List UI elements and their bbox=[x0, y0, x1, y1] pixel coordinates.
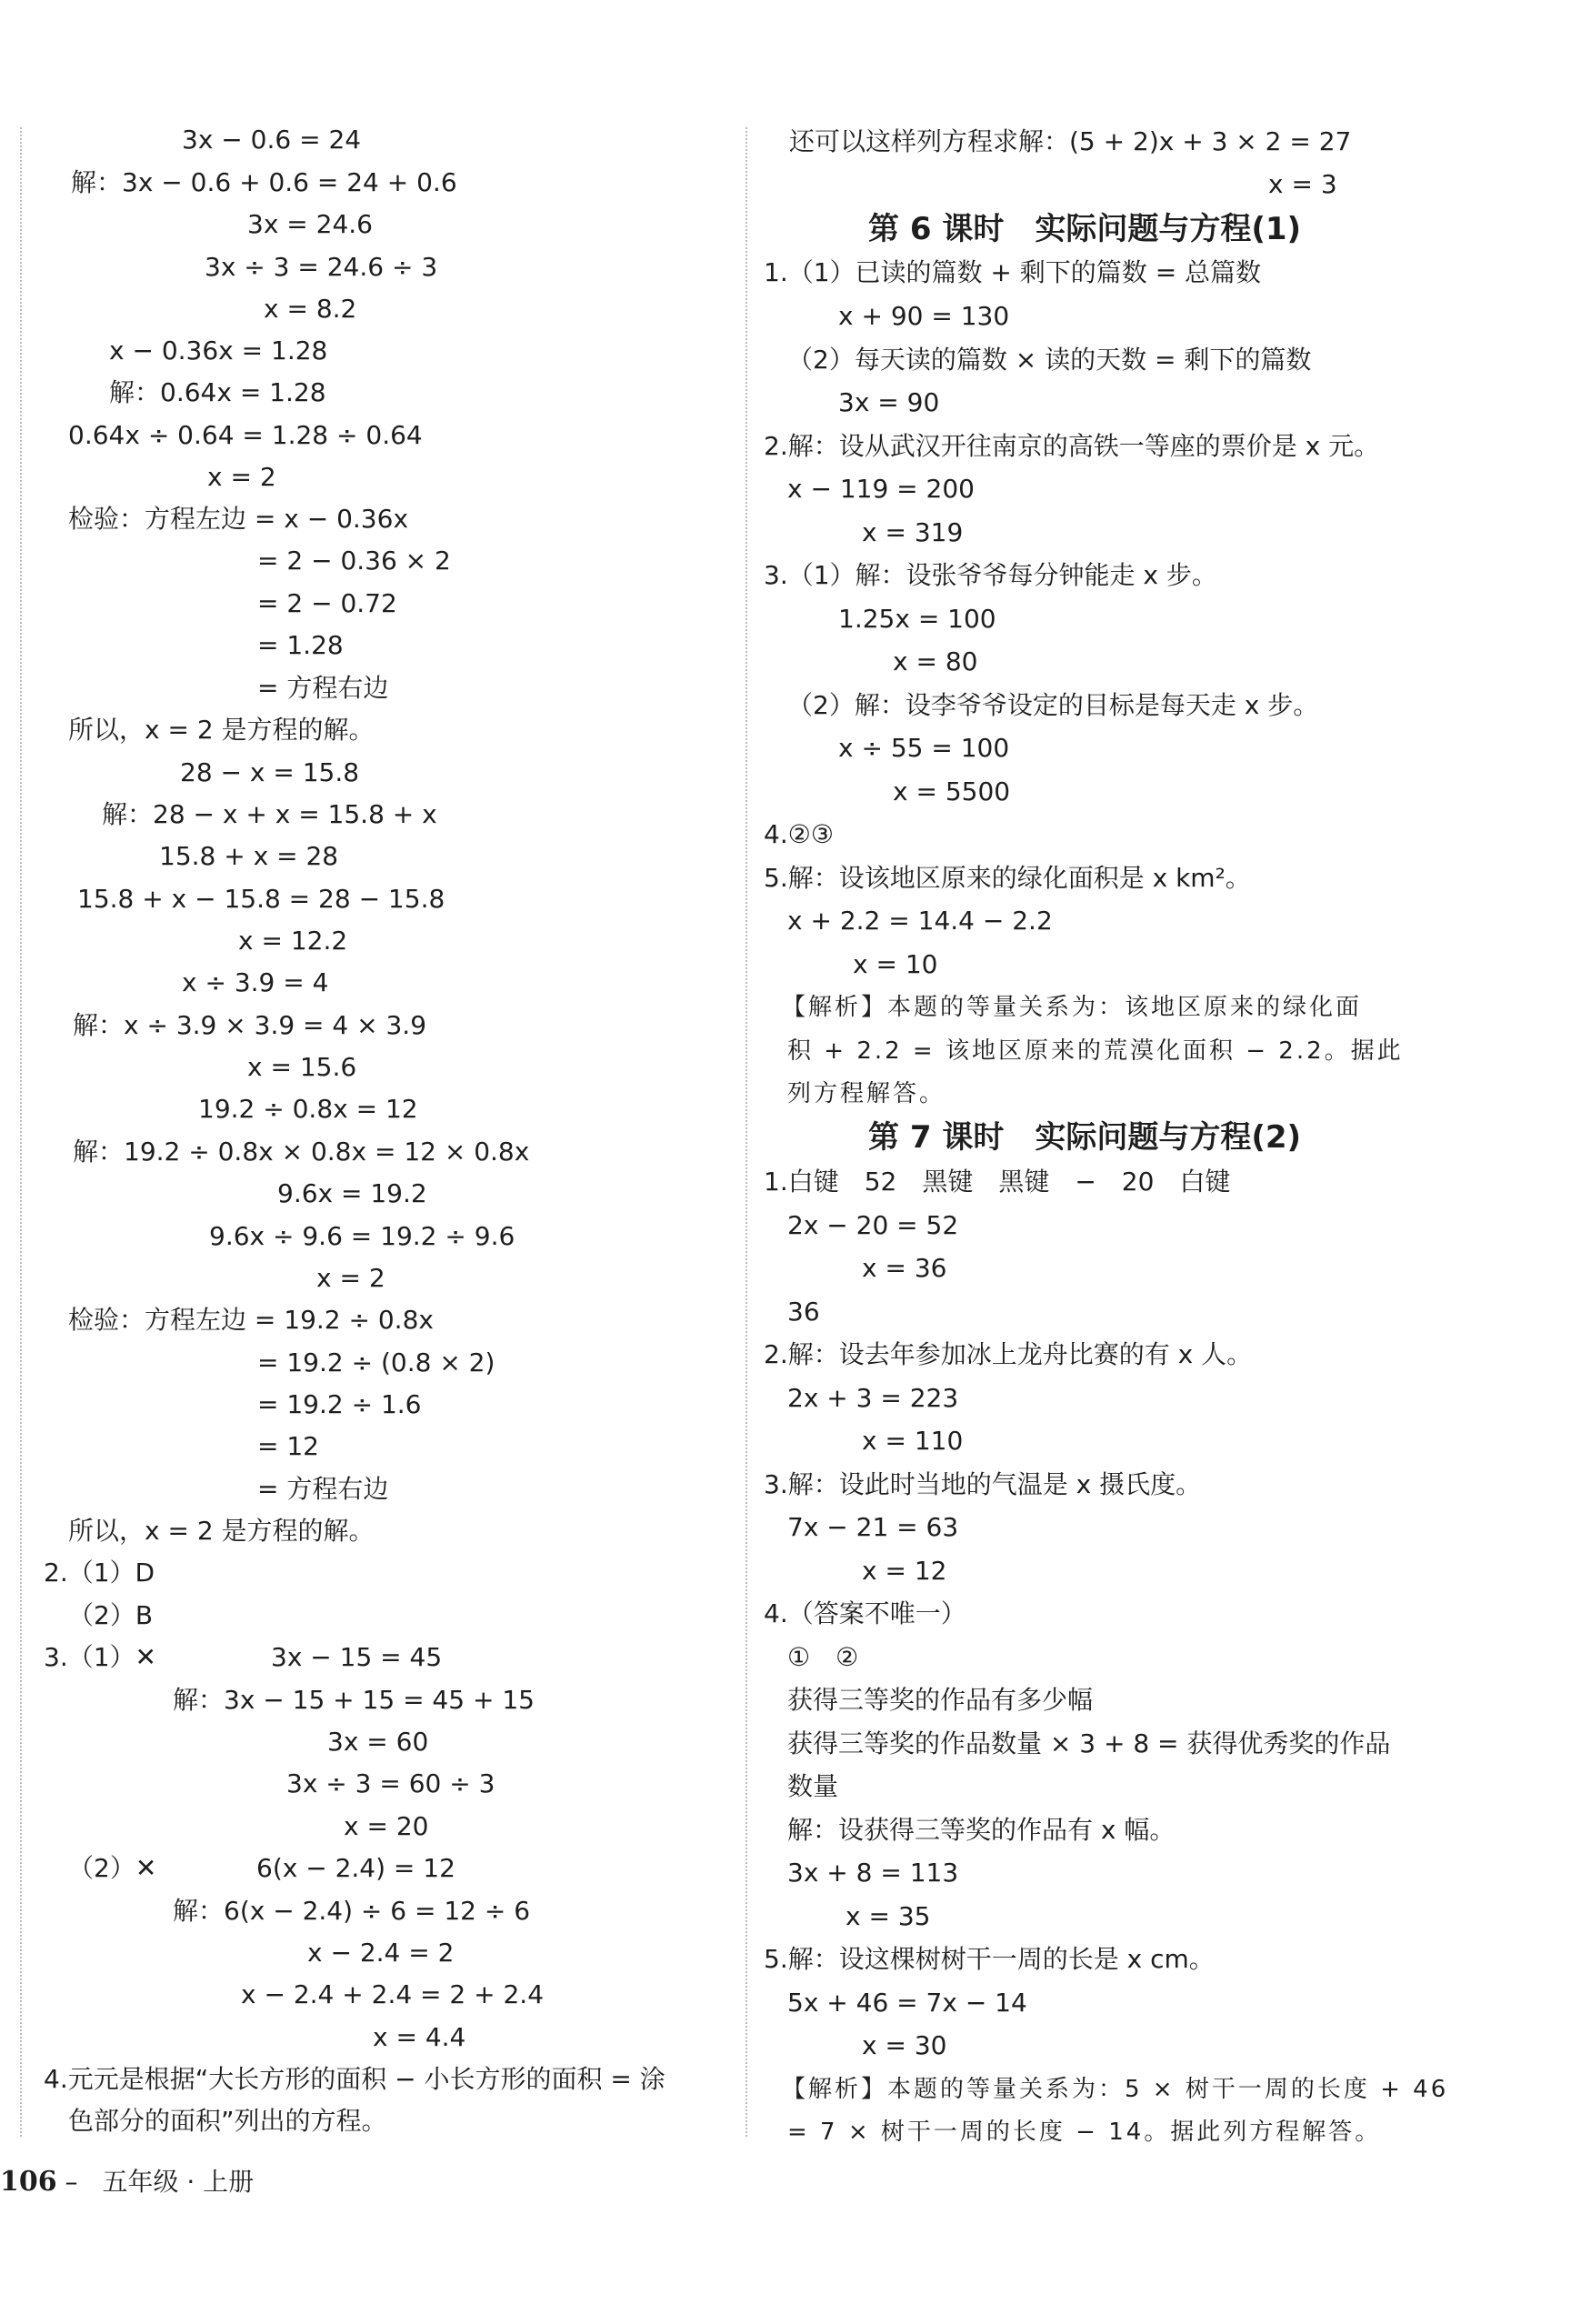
footer-dash: – bbox=[65, 2167, 78, 2197]
equation-line: x ÷ 3.9 = 4 bbox=[182, 967, 329, 997]
equation-line: 3x ÷ 3 = 60 ÷ 3 bbox=[286, 1768, 495, 1798]
question-line: 解：设获得三等奖的作品有 x 幅。 bbox=[787, 1815, 1176, 1845]
analysis-line: 【解析】本题的等量关系为：该地区原来的绿化面 bbox=[782, 994, 1363, 1021]
question-text-line: 色部分的面积”列出的方程。 bbox=[68, 2106, 387, 2136]
equation-line: x = 3 bbox=[1268, 169, 1337, 199]
check-line: = 1.28 bbox=[257, 630, 344, 660]
alternative-method-line: 还可以这样列方程求解：(5 + 2)x + 3 × 2 = 27 bbox=[789, 126, 1352, 156]
question-line: 3.（1）解：设张爷爷每分钟能走 x 步。 bbox=[764, 560, 1217, 590]
equation-line: 5x + 46 = 7x − 14 bbox=[787, 1988, 1027, 2018]
question-line: 4.（答案不唯一） bbox=[764, 1598, 966, 1628]
answer-line: ① ② bbox=[787, 1642, 859, 1672]
analysis-line: 积 + 2.2 = 该地区原来的荒漠化面积 − 2.2。据此 bbox=[787, 1037, 1404, 1065]
equation-line: 3x + 8 = 113 bbox=[787, 1858, 959, 1888]
equation-line: 1.25x = 100 bbox=[838, 604, 996, 634]
equation-line: x = 10 bbox=[853, 949, 938, 979]
equation-line: 3x = 90 bbox=[838, 387, 940, 417]
equation-line: 19.2 ÷ 0.8x = 12 bbox=[198, 1094, 418, 1124]
equation-line: x − 2.4 + 2.4 = 2 + 2.4 bbox=[241, 1979, 545, 2009]
equation-line: 3x − 15 = 45 bbox=[271, 1642, 443, 1672]
equation-line: x = 15.6 bbox=[247, 1052, 357, 1082]
equation-line: x − 119 = 200 bbox=[787, 474, 975, 504]
page-number: 106 bbox=[0, 2166, 57, 2198]
question-line: （2）每天读的篇数 × 读的天数 = 剩下的篇数 bbox=[787, 345, 1312, 375]
equation-line: x = 5500 bbox=[893, 776, 1011, 806]
question-line: 2.解：设去年参加冰上龙舟比赛的有 x 人。 bbox=[764, 1339, 1253, 1369]
equation-line: x − 2.4 = 2 bbox=[307, 1938, 455, 1968]
equation-line: 9.6x ÷ 9.6 = 19.2 ÷ 9.6 bbox=[209, 1221, 515, 1251]
equation-line: 6(x − 2.4) = 12 bbox=[256, 1853, 455, 1883]
solution-line: 解：3x − 15 + 15 = 45 + 15 bbox=[173, 1685, 535, 1715]
equation-line: x = 35 bbox=[846, 1901, 931, 1931]
equation-line: x = 12 bbox=[862, 1556, 947, 1586]
answer-line: （2）B bbox=[68, 1600, 154, 1630]
check-line: = 2 − 0.72 bbox=[257, 588, 397, 618]
question-line: 5.解：设该地区原来的绿化面积是 x km²。 bbox=[764, 863, 1251, 893]
solution-line: 解：0.64x = 1.28 bbox=[109, 377, 326, 407]
page-footer bbox=[0, 2164, 254, 2200]
check-line: = 19.2 ÷ (0.8 × 2) bbox=[257, 1347, 495, 1377]
equation-line: x = 80 bbox=[893, 646, 978, 676]
equation-line: 15.8 + x = 28 bbox=[159, 841, 339, 871]
answer-line: 获得三等奖的作品数量 × 3 + 8 = 获得优秀奖的作品 bbox=[787, 1728, 1391, 1758]
equation-line: 0.64x ÷ 0.64 = 1.28 ÷ 0.64 bbox=[68, 420, 423, 450]
check-line: = 19.2 ÷ 1.6 bbox=[257, 1389, 422, 1419]
check-line: = 12 bbox=[257, 1431, 319, 1461]
solution-line: 解：6(x − 2.4) ÷ 6 = 12 ÷ 6 bbox=[173, 1896, 531, 1926]
question-line: （2）解：设李爷爷设定的目标是每天走 x 步。 bbox=[787, 690, 1319, 720]
check-line: 检验：方程左边 = x − 0.36x bbox=[68, 504, 409, 534]
equation-line: 3x ÷ 3 = 24.6 ÷ 3 bbox=[205, 252, 438, 282]
question-number-line: 2.（1）D bbox=[44, 1558, 155, 1588]
analysis-line: 列方程解答。 bbox=[787, 1080, 946, 1107]
equation-line: 2x − 20 = 52 bbox=[787, 1210, 959, 1240]
equation-line: x = 2 bbox=[316, 1263, 385, 1293]
answer-line: 4.②③ bbox=[764, 819, 834, 849]
equation-line: 7x − 21 = 63 bbox=[787, 1512, 959, 1542]
question-number-line: 3.（1）✕ bbox=[44, 1642, 156, 1672]
check-line: = 方程右边 bbox=[257, 673, 389, 703]
lesson-heading: 第 6 课时 实际问题与方程(1) bbox=[868, 211, 1302, 247]
equation-line: 3x − 0.6 = 24 bbox=[182, 125, 362, 155]
check-line: = 方程右边 bbox=[257, 1474, 389, 1504]
equation-line: x = 4.4 bbox=[373, 2022, 466, 2052]
answer-line: 数量 bbox=[787, 1771, 839, 1801]
equation-line: x − 0.36x = 1.28 bbox=[109, 336, 328, 366]
equation-line: 28 − x = 15.8 bbox=[180, 757, 360, 787]
equation-line: 15.8 + x − 15.8 = 28 − 15.8 bbox=[77, 884, 445, 914]
question-line: 2.解：设从武汉开往南京的高铁一等座的票价是 x 元。 bbox=[764, 431, 1380, 461]
binding-edge-line bbox=[20, 127, 22, 2137]
equation-line: x = 8.2 bbox=[264, 294, 357, 324]
conclusion-line: 所以，x = 2 是方程的解。 bbox=[68, 1516, 375, 1546]
solution-line: 解：3x − 0.6 + 0.6 = 24 + 0.6 bbox=[71, 167, 457, 197]
equation-line: x = 20 bbox=[344, 1811, 429, 1841]
equation-line: x = 110 bbox=[862, 1426, 964, 1456]
answer-line: 36 bbox=[787, 1297, 820, 1327]
column-divider bbox=[745, 127, 747, 2137]
analysis-line: = 7 × 树干一周的长度 − 14。据此列方程解答。 bbox=[787, 2119, 1382, 2146]
equation-line: 2x + 3 = 223 bbox=[787, 1383, 959, 1413]
equation-line: 3x = 60 bbox=[327, 1727, 429, 1757]
equation-line: 3x = 24.6 bbox=[247, 209, 373, 239]
equation-line: x + 90 = 130 bbox=[838, 301, 1010, 331]
answer-line: （2）✕ bbox=[68, 1853, 157, 1883]
equation-line: x = 30 bbox=[862, 2030, 947, 2060]
check-line: 检验：方程左边 = 19.2 ÷ 0.8x bbox=[68, 1305, 434, 1335]
equation-line: x = 36 bbox=[862, 1253, 947, 1283]
lesson-heading: 第 7 课时 实际问题与方程(2) bbox=[868, 1119, 1302, 1156]
question-line: 5.解：设这棵树树干一周的长是 x cm。 bbox=[764, 1944, 1215, 1974]
answer-line: 1.白键 52 黑键 黑键 − 20 白键 bbox=[764, 1167, 1231, 1197]
solution-line: 解：x ÷ 3.9 × 3.9 = 4 × 3.9 bbox=[73, 1010, 427, 1040]
equation-line: x = 2 bbox=[207, 462, 276, 492]
equation-line: x ÷ 55 = 100 bbox=[838, 733, 1010, 763]
answer-line: 获得三等奖的作品有多少幅 bbox=[787, 1685, 1094, 1715]
question-line: 3.解：设此时当地的气温是 x 摄氏度。 bbox=[764, 1469, 1202, 1499]
grade-label: 五年级 · 上册 bbox=[102, 2167, 255, 2197]
analysis-line: 【解析】本题的等量关系为：5 × 树干一周的长度 + 46 bbox=[782, 2076, 1449, 2103]
solution-line: 解：19.2 ÷ 0.8x × 0.8x = 12 × 0.8x bbox=[73, 1137, 530, 1167]
equation-line: x + 2.2 = 14.4 − 2.2 bbox=[787, 906, 1053, 936]
conclusion-line: 所以，x = 2 是方程的解。 bbox=[68, 715, 375, 745]
equation-line: x = 12.2 bbox=[238, 926, 348, 956]
question-text-line: 4.元元是根据“大长方形的面积 − 小长方形的面积 = 涂 bbox=[44, 2064, 665, 2094]
check-line: = 2 − 0.36 × 2 bbox=[257, 546, 451, 576]
equation-line: x = 319 bbox=[862, 517, 964, 547]
equation-line: 9.6x = 19.2 bbox=[277, 1178, 427, 1208]
question-line: 1.（1）已读的篇数 + 剩下的篇数 = 总篇数 bbox=[764, 257, 1262, 287]
solution-line: 解：28 − x + x = 15.8 + x bbox=[102, 799, 437, 829]
